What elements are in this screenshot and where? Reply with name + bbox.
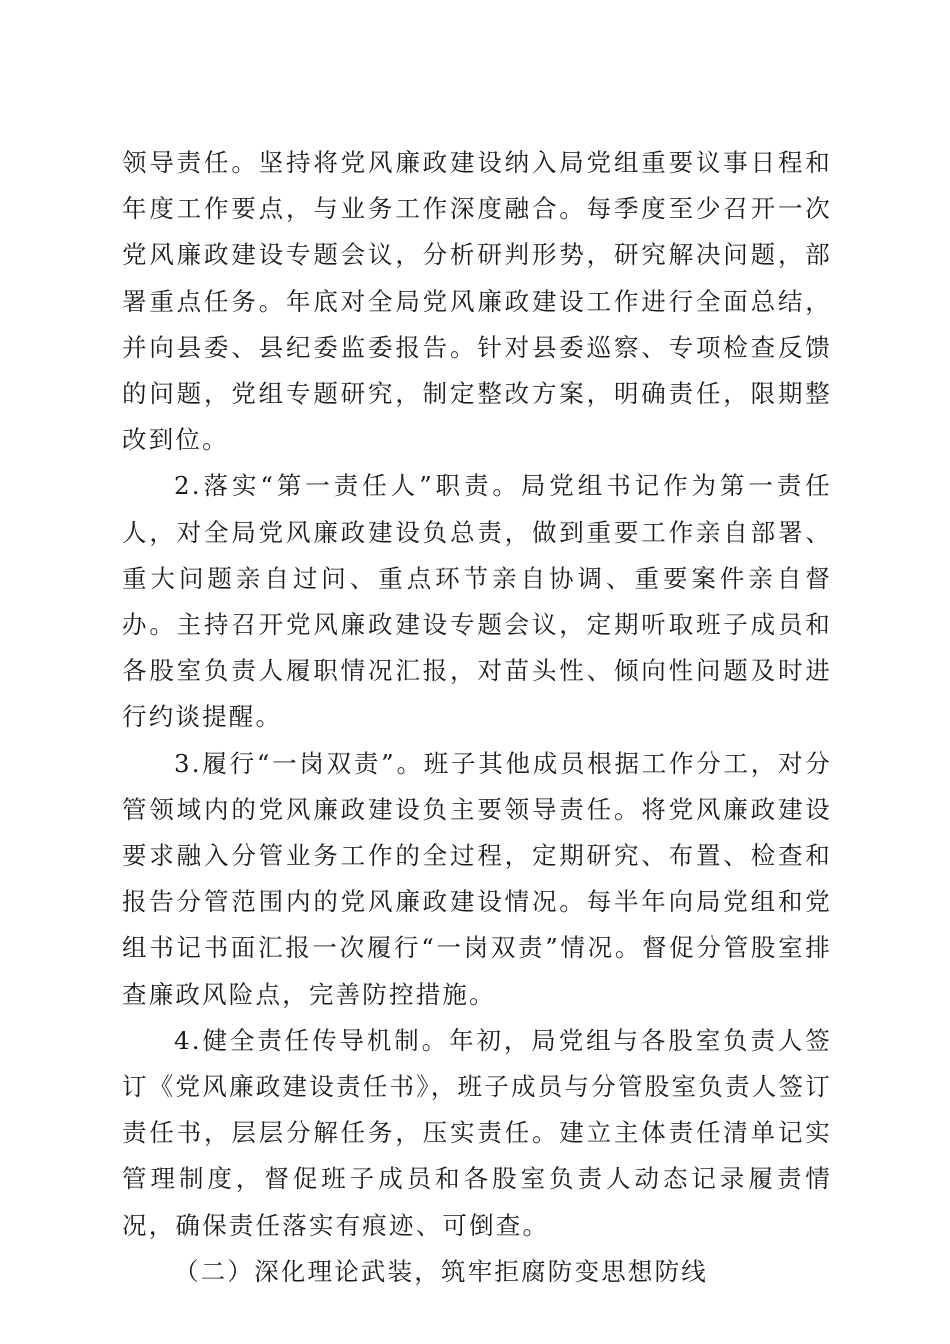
paragraph-dual-responsibility: 3.履行“一岗双责”。班子其他成员根据工作分工，对分管领域内的党风廉政建设负主要领导责任。将党风廉政建设要求融入分管业务工作的全过程，定期研究、布置、检查和报告分管范围内的党风廉政建设情况。每半年向局党组和党组书记书面汇报一次履行“一岗双责”情况。督促分管股室排查廉政风险点，完善防控措施。	[122, 748, 832, 1009]
paragraph-leadership-responsibility: 领导责任。坚持将党风廉政建设纳入局党组重要议事日程和年度工作要点，与业务工作深度融合。每季度至少召开一次党风廉政建设专题会议，分析研判形势，研究解决问题，部署重点任务。年底对全局党风廉政建设工作进行全面总结，并向县委、县纪委监委报告。针对县委巡察、专项检查反馈的问题，党组专题研究，制定整改方案，明确责任，限期整改到位。	[122, 148, 832, 455]
paragraph-responsibility-mechanism: 4.健全责任传导机制。年初，局党组与各股室负责人签订《党风廉政建设责任书》，班子成员与分管股室负责人签订责任书，层层分解任务，压实责任。建立主体责任清单记实管理制度，督促班子成员和各股室负责人动态记录履责情况，确保责任落实有痕迹、可倒查。	[122, 1025, 832, 1240]
document-body	[122, 140, 832, 1295]
section-heading: （二）深化理论武装，筑牢拒腐防变思想防线	[174, 1256, 708, 1286]
paragraph-first-responsible-person: 2.落实“第一责任人”职责。局党组书记作为第一责任人，对全局党风廉政建设负总责，做到重要工作亲自部署、重大问题亲自过问、重点环节亲自协调、重要案件亲自督办。主持召开党风廉政建设专题会议，定期听取班子成员和各股室负责人履职情况汇报，对苗头性、倾向性问题及时进行约谈提醒。	[122, 471, 832, 732]
